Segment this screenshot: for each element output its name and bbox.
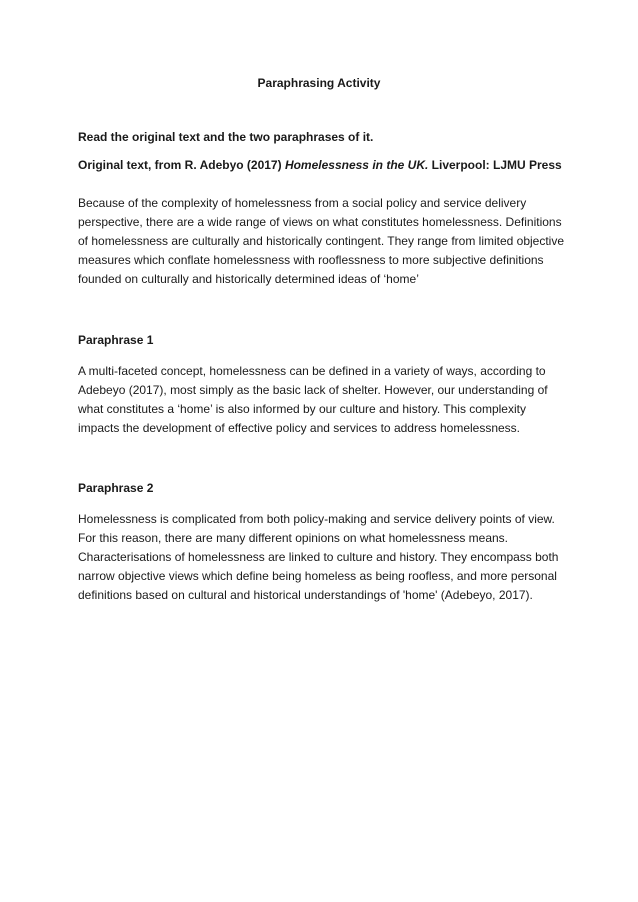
- source-publisher: Liverpool: LJMU Press: [428, 158, 562, 172]
- original-line: perspective, there are a wide range of views on what constitutes homelessness. Definitions: [78, 215, 562, 229]
- instruction-text: Read the original text and the two paraphrases of it.: [78, 130, 374, 144]
- paraphrase-1-line: A multi-faceted concept, homelessness can be defined in a variety of ways, according to: [78, 364, 546, 378]
- paraphrase-2-line: narrow objective views which define being homeless as being roofless, and more personal: [78, 569, 557, 583]
- original-line: Because of the complexity of homelessness from a social policy and service delivery: [78, 196, 527, 210]
- paraphrase-2-line: Characterisations of homelessness are linked to culture and history. They encompass both: [78, 550, 559, 564]
- paraphrase-1-line: impacts the development of effective policy and services to address homelessness.: [78, 421, 521, 435]
- original-line: of homelessness are culturally and historically contingent. They range from limited objective: [78, 234, 565, 248]
- paraphrase-1-heading: Paraphrase 1: [78, 333, 154, 347]
- original-text: [78, 194, 568, 289]
- paraphrase-2-heading: Paraphrase 2: [78, 481, 154, 495]
- source-book-title: Homelessness in the UK.: [284, 158, 429, 172]
- original-line: measures which conflate homelessness with rooflessness to more subjective definitions: [78, 253, 544, 267]
- paraphrase-2-line: definitions based on cultural and historical understandings of 'home' (Adebeyo, 2017).: [78, 588, 533, 602]
- paraphrase-2-line: Homelessness is complicated from both policy-making and service delivery points of view.: [78, 512, 555, 526]
- source-prefix: Original text, from R. Adebyo (2017): [78, 158, 285, 172]
- paraphrase-2-line: For this reason, there are many different opinions on what homelessness means.: [78, 531, 509, 545]
- paraphrase-1-text: [78, 362, 568, 438]
- page-title: Paraphrasing Activity: [257, 76, 381, 90]
- original-line: founded on culturally and historically determined ideas of ‘home’: [78, 272, 419, 286]
- paraphrase-2-text: [78, 510, 568, 605]
- paraphrase-1-line: Adebeyo (2017), most simply as the basic lack of shelter. However, our understanding of: [78, 383, 548, 397]
- source-citation: [78, 158, 562, 172]
- paraphrase-1-line: what constitutes a ‘home’ is also informed by our culture and history. This complexity: [78, 402, 526, 416]
